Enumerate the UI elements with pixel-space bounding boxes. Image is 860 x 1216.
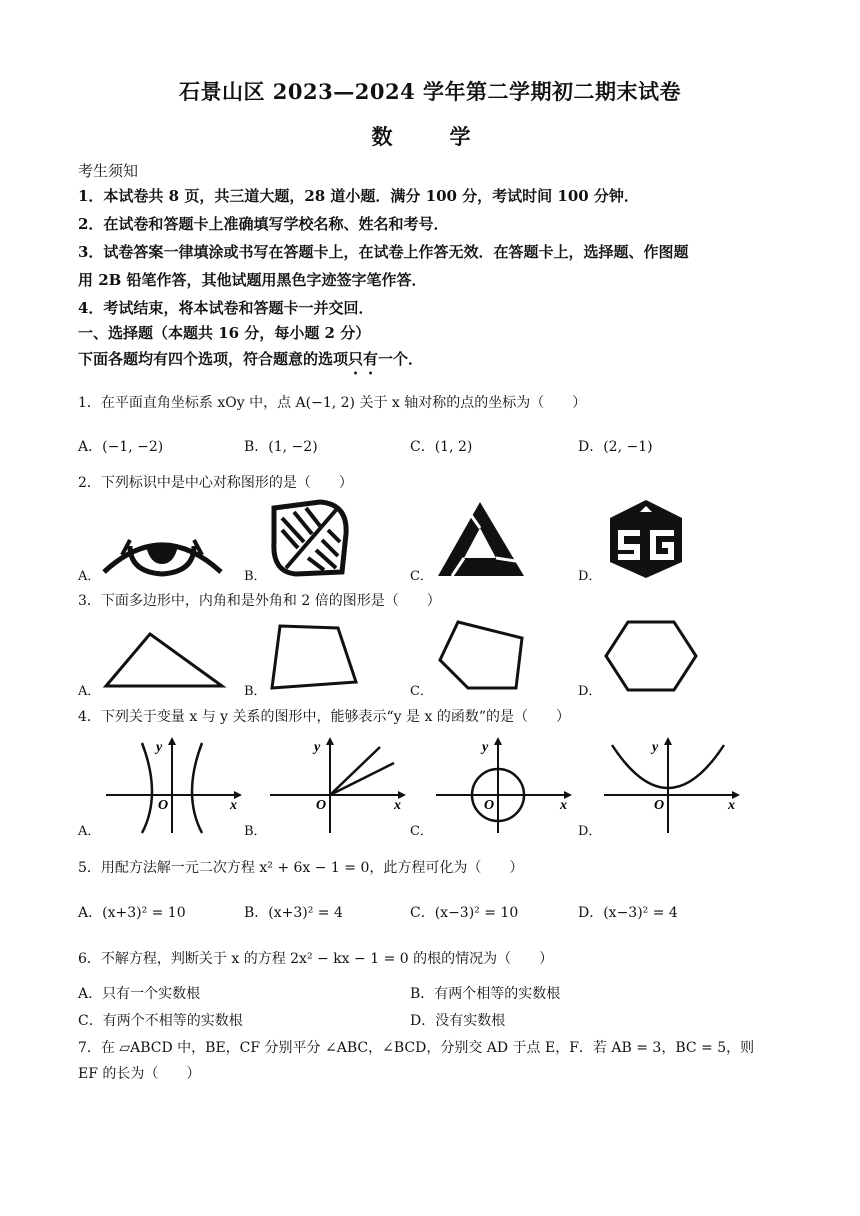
origin-label: O: [484, 798, 495, 813]
q6-option-b[interactable]: B．有两个相等的实数根: [410, 986, 561, 1002]
axis-y-label: y: [652, 740, 659, 755]
q3-option-a[interactable]: A．: [78, 684, 101, 699]
q2-option-b[interactable]: B．: [244, 569, 267, 584]
axis-y-label: y: [314, 740, 321, 755]
exam-subject: 数 学: [371, 124, 489, 149]
q6-option-c[interactable]: C．有两个不相等的实数根: [78, 1013, 243, 1029]
question-2-stem: 2．下列标识中是中心对称图形的是（ ）: [78, 475, 353, 491]
q6-option-d[interactable]: D．没有实数根: [410, 1013, 506, 1029]
axis-x-label: x: [394, 798, 401, 813]
notice-item: 2．在试卷和答题卡上准确填写学校名称、姓名和考号．: [78, 215, 449, 233]
graph-b-rays: [270, 735, 406, 833]
q3-option-b[interactable]: B．: [244, 684, 267, 699]
q5-option-d[interactable]: D．(x−3)² = 4: [578, 905, 678, 921]
section-instruction: 下面各题均有四个选项，符合题意的选项只有一个．: [78, 350, 424, 368]
axis-y-label: y: [482, 740, 489, 755]
q6-option-a[interactable]: A．只有一个实数根: [78, 986, 201, 1002]
question-6-stem: 6．不解方程，判断关于 x 的方程 2x² − kx − 1 = 0 的根的情况为（ ）: [78, 951, 554, 967]
sg-emblem-icon: [606, 498, 686, 580]
exam-title: 石景山区 2023—2024 学年第二学期初二期末试卷: [178, 79, 681, 104]
q4-option-a[interactable]: A．: [78, 824, 101, 839]
question-3-stem: 3．下面多边形中，内角和是外角和 2 倍的图形是（ ）: [78, 593, 441, 609]
question-5-stem: 5．用配方法解一元二次方程 x² + 6x − 1 = 0，此方程可化为（ ）: [78, 860, 524, 876]
origin-label: O: [654, 798, 665, 813]
axis-y-label: y: [156, 740, 163, 755]
q5-option-a[interactable]: A．(x+3)² = 10: [78, 905, 186, 921]
q1-option-c[interactable]: C．(1, 2): [410, 439, 473, 455]
q1-option-d[interactable]: D．(2, −1): [578, 439, 653, 455]
graph-a-hyperbola: [106, 735, 242, 833]
graph-d-parabola: [604, 735, 740, 833]
pentagon-icon: [438, 618, 528, 692]
triangle-icon: [104, 630, 224, 690]
q3-option-c[interactable]: C．: [410, 684, 433, 699]
q4-option-c[interactable]: C．: [410, 824, 433, 839]
q5-option-b[interactable]: B．(x+3)² = 4: [244, 905, 343, 921]
notice-item: 4．考试结束，将本试卷和答题卡一并交回．: [78, 299, 374, 317]
q4-option-b[interactable]: B．: [244, 824, 267, 839]
notice-heading: 考生须知: [78, 162, 139, 180]
section-heading: 一、选择题（本题共 16 分，每小题 2 分）: [78, 324, 371, 342]
notice-item: 用 2B 铅笔作答，其他试题用黑色字迹签字笔作答．: [78, 271, 427, 289]
eye-logo-icon: [100, 510, 225, 580]
q5-option-c[interactable]: C．(x−3)² = 10: [410, 905, 519, 921]
notice-item: 3．试卷答案一律填涂或书写在答题卡上，在试卷上作答无效．在答题卡上，选择题、作图题: [78, 243, 689, 261]
leaf-logo-icon: [268, 498, 352, 578]
origin-label: O: [158, 798, 169, 813]
quadrilateral-icon: [270, 622, 360, 692]
q2-option-a[interactable]: A．: [78, 569, 101, 584]
q1-option-b[interactable]: B．(1, −2): [244, 439, 318, 455]
question-7-stem-cont: EF 的长为（ ）: [78, 1066, 201, 1082]
question-4-stem: 4．下列关于变量 x 与 y 关系的图形中，能够表示“y 是 x 的函数”的是（ ）: [78, 709, 570, 725]
axis-x-label: x: [560, 798, 567, 813]
hexagon-icon: [604, 620, 698, 692]
notice-item: 1．本试卷共 8 页，共三道大题，28 道小题．满分 100 分，考试时间 100 分钟．: [78, 187, 639, 205]
axis-x-label: x: [230, 798, 237, 813]
triangle-aperture-icon: [436, 500, 526, 578]
q2-option-d[interactable]: D．: [578, 569, 602, 584]
origin-label: O: [316, 798, 327, 813]
q1-option-a[interactable]: A．(−1, −2): [78, 439, 164, 455]
q3-option-d[interactable]: D．: [578, 684, 602, 699]
q2-option-c[interactable]: C．: [410, 569, 433, 584]
graph-c-circle: [436, 735, 572, 833]
q4-option-d[interactable]: D．: [578, 824, 602, 839]
axis-x-label: x: [728, 798, 735, 813]
question-7-stem: 7．在 ▱ABCD 中，BE，CF 分别平分 ∠ABC，∠BCD，分别交 AD 于点 E，F．若 AB = 3，BC = 5，则: [78, 1040, 755, 1056]
question-1-stem: 1．在平面直角坐标系 xOy 中，点 A(−1, 2) 关于 x 轴对称的点的坐标为（ ）: [78, 395, 587, 411]
